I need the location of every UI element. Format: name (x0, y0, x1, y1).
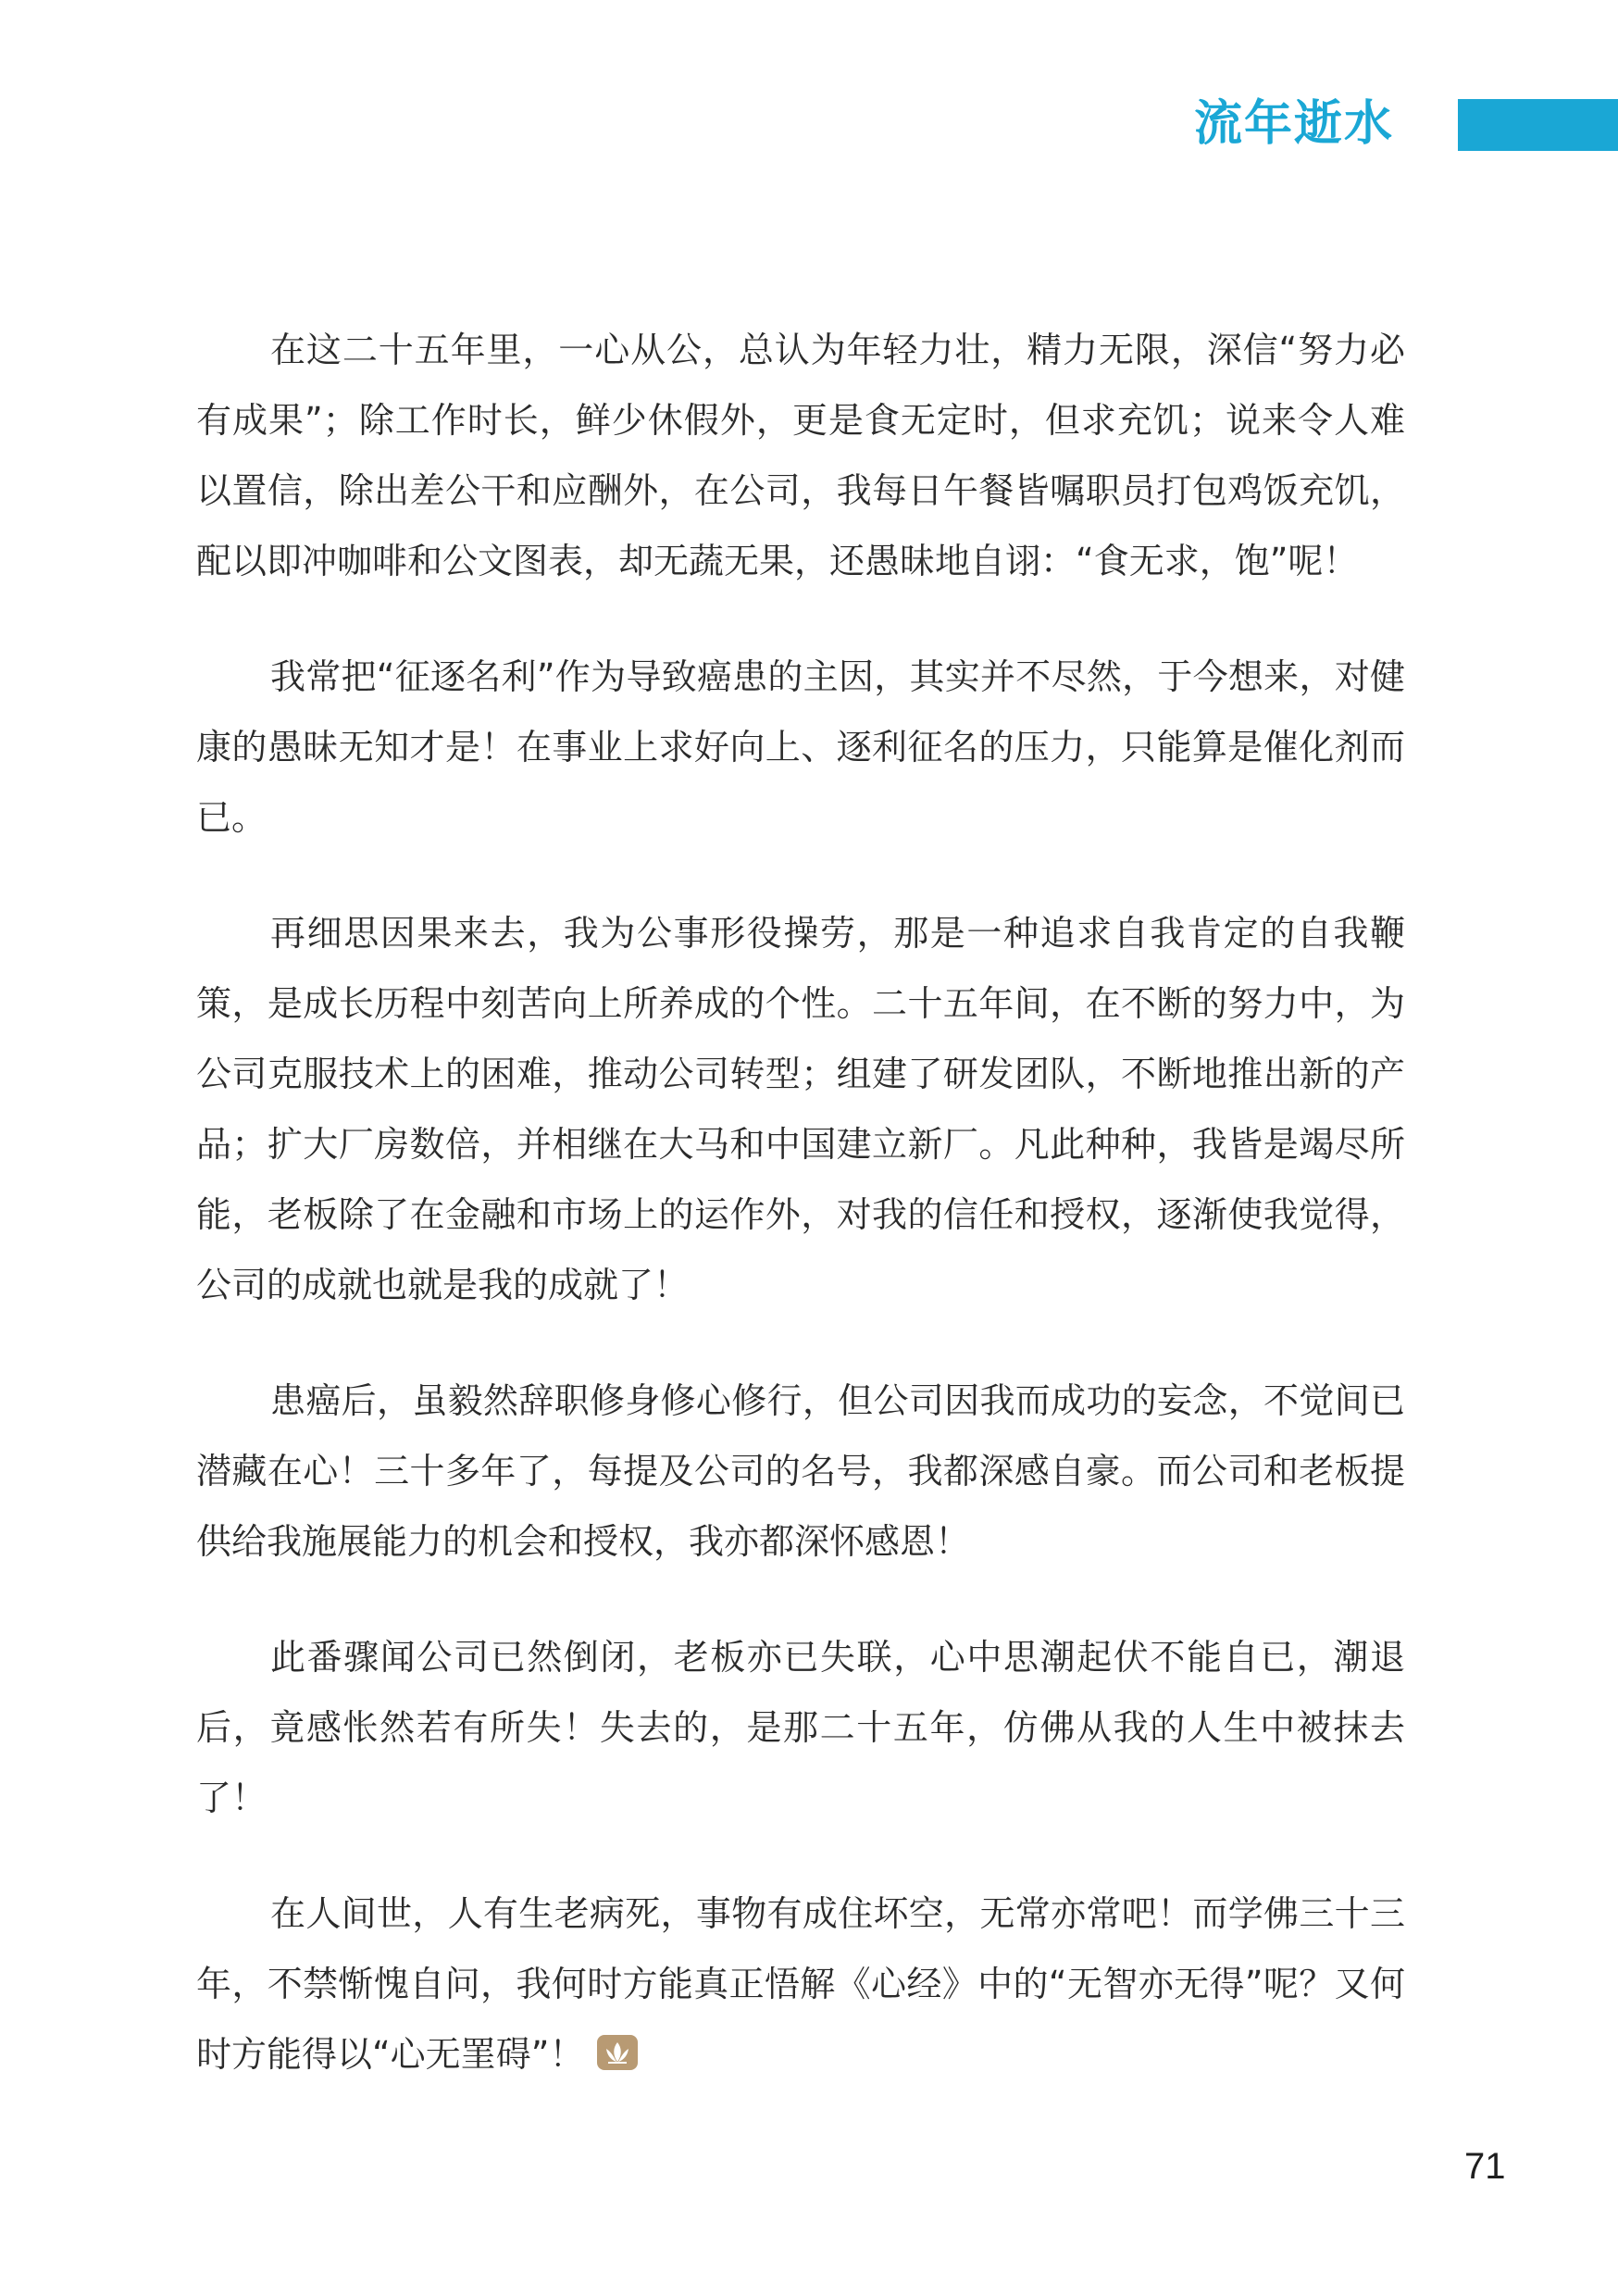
paragraph-2: 我常把“征逐名利”作为导致癌患的主因，其实并不尽然，于今想来，对健康的愚昧无知才是！在事业上求好向上、逐利征名的压力，只能算是催化剂而已。 (196, 656, 1405, 838)
paragraph-3: 再细思因果来去，我为公事形役操劳，那是一种追求自我肯定的自我鞭策，是成长历程中刻苦向上所养成的个性。二十五年间，在不断的努力中，为公司克服技术上的困难，推动公司转型；组建了研发团队，不断地推出新的产品；扩大厂房数倍，并相继在大马和中国建立新厂。凡此种种，我皆是竭尽所能，老板除了在金融和市场上的运作外，对我的信任和授权，逐渐使我觉得，公司的成就也就是我的成就了！ (196, 913, 1405, 1305)
paragraph-1: 在这二十五年里，一心从公，总认为年轻力壮，精力无限，深信“努力必有成果”；除工作时长，鲜少休假外，更是食无定时，但求充饥；说来令人难以置信，除出差公干和应酬外，在公司，我每日午餐皆嘱职员打包鸡饭充饥，配以即冲咖啡和公文图表，却无蔬无果，还愚昧地自诩：“食无求，饱”呢！ (196, 330, 1405, 581)
lotus-icon (597, 2035, 638, 2070)
paragraph-6-text: 在人间世，人有生老病死，事物有成住坏空，无常亦常吧！而学佛三十三年，不禁惭愧自问，我何时方能真正悟解《心经》中的“无智亦无得”呢？又何时方能得以“心无罣碍”！ (196, 1893, 1405, 2075)
body-text (196, 315, 1405, 2135)
paragraph-5: 此番骤闻公司已然倒闭，老板亦已失联，心中思潮起伏不能自已，潮退后，竟感怅然若有所失！失去的，是那二十五年，仿佛从我的人生中被抹去了！ (196, 1637, 1405, 1818)
section-title: 流年逝水 (1194, 96, 1395, 152)
page-number: 71 (1464, 2146, 1506, 2187)
section-header (1176, 97, 1618, 151)
paragraph-6 (196, 1878, 1405, 2090)
header-accent-bar (1458, 99, 1618, 151)
paragraph-4: 患癌后，虽毅然辞职修身修心修行，但公司因我而成功的妄念，不觉间已潜藏在心！三十多年了，每提及公司的名号，我都深感自豪。而公司和老板提供给我施展能力的机会和授权，我亦都深怀感恩！ (196, 1380, 1405, 1562)
